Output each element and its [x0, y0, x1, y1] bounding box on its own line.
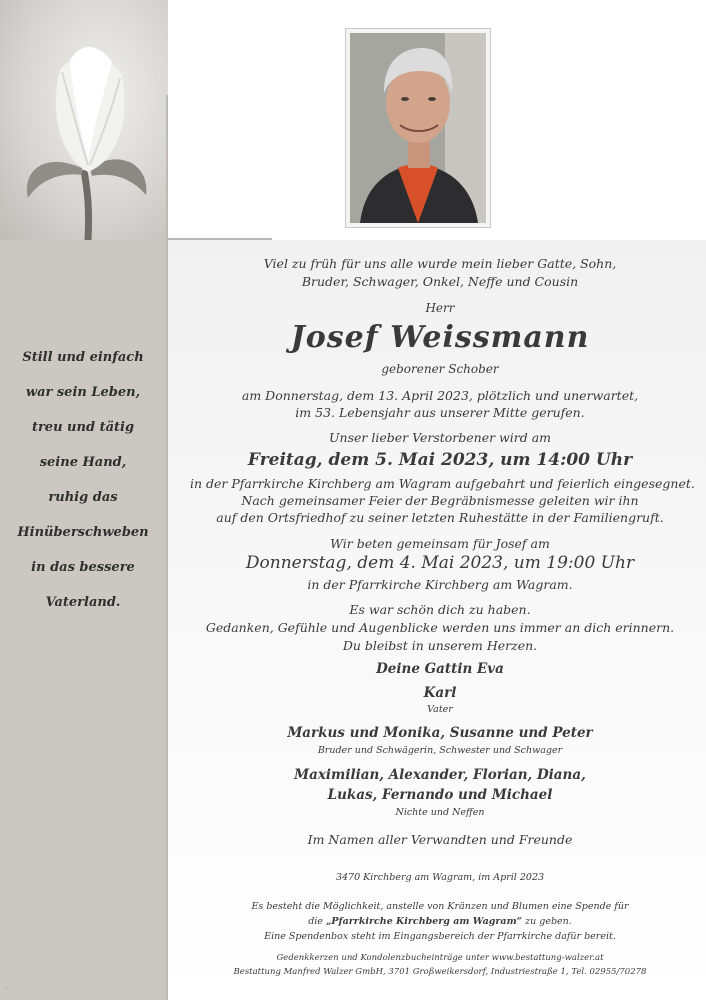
poem-line: Hinüberschweben	[17, 525, 149, 540]
farewell-line: Es war schön dich zu haben.	[349, 602, 531, 617]
poem-line: Vaterland.	[45, 595, 121, 610]
prayer-place: in der Pfarrkirche Kirchberg am Wagram.	[307, 577, 573, 592]
poem-line: seine Hand,	[39, 455, 127, 470]
funeral-intro: Unser lieber Verstorbener wird am	[328, 430, 552, 445]
prayer-date: Donnerstag, dem 4. Mai 2023, um 19:00 Uhr	[245, 553, 635, 573]
poem-line: Still und einfach	[22, 350, 144, 365]
footer-line: Bestattung Manfred Walzer GmbH, 3701 Großweikersdorf, Industriestraße 1, Tel. 02955/70278	[233, 967, 647, 977]
donation-line: Eine Spendenbox steht im Eingangsbereich der Pfarrkirche dafür bereit.	[264, 931, 616, 942]
mourner-siblings: Markus und Monika, Susanne und Peter	[287, 725, 593, 741]
footer-line: Gedenkkerzen und Kondolenzbucheinträge unter www.bestattung-walzer.at	[276, 953, 604, 963]
poem-line: treu und tätig	[31, 420, 135, 435]
poem-line: war sein Leben,	[25, 385, 141, 400]
mourner-nephews: Lukas, Fernando und Michael	[327, 787, 553, 803]
poem-line: ruhig das	[48, 490, 118, 505]
portrait-photo	[350, 33, 486, 223]
donation-line: Es besteht die Möglichkeit, anstelle von Kränzen und Blumen eine Spende für	[251, 901, 629, 912]
sidebar-panel	[0, 240, 166, 1000]
mourner-wife: Deine Gattin Eva	[376, 661, 504, 677]
funeral-date: Freitag, dem 5. Mai 2023, um 14:00 Uhr	[247, 450, 633, 470]
farewell-line: Gedanken, Gefühle und Augenblicke werden uns immer an dich erinnern.	[205, 620, 675, 635]
poem	[0, 340, 166, 620]
place-date: 3470 Kirchberg am Wagram, im April 2023	[335, 872, 545, 883]
portrait-frame	[345, 28, 491, 228]
horizontal-divider	[168, 238, 272, 240]
mourner-role: Nichte und Neffen	[395, 807, 485, 818]
death-line: am Donnerstag, dem 13. April 2023, plötzlich und unerwartet,	[241, 388, 639, 403]
intro-line: Viel zu früh für uns alle wurde mein lieber Gatte, Sohn,	[263, 256, 617, 271]
mourner-father: Karl	[423, 685, 457, 701]
funeral-line: Nach gemeinsamer Feier der Begräbnismesse geleiten wir ihn	[241, 493, 639, 508]
rose-image	[0, 0, 168, 240]
mourner-role: Vater	[427, 704, 453, 715]
death-line: im 53. Lebensjahr aus unserer Mitte gerufen.	[295, 405, 585, 420]
mourners-all: Im Namen aller Verwandten und Freunde	[307, 832, 573, 847]
intro-line: Bruder, Schwager, Onkel, Neffe und Cousin	[301, 274, 579, 289]
mourner-role: Bruder und Schwägerin, Schwester und Schwager	[317, 745, 563, 756]
poem-line: in das bessere	[31, 560, 135, 575]
funeral-line: in der Pfarrkirche Kirchberg am Wagram aufgebahrt und feierlich eingesegnet.	[190, 476, 695, 491]
born-name: geborener Schober	[381, 362, 499, 376]
prayer-intro: Wir beten gemeinsam für Josef am	[330, 536, 550, 551]
vertical-divider	[166, 95, 168, 1000]
deceased-name: Josef Weissmann	[290, 320, 590, 355]
title-herr: Herr	[425, 301, 455, 315]
funeral-line: auf den Ortsfriedhof zu seiner letzten Ruhestätte in der Familiengruft.	[216, 510, 664, 525]
image-credit: ·····	[4, 986, 12, 992]
donation-line: die „Pfarrkirche Kirchberg am Wagram“ zu geben.	[308, 916, 572, 927]
farewell-line: Du bleibst in unserem Herzen.	[342, 638, 538, 653]
mourner-nephews: Maximilian, Alexander, Florian, Diana,	[294, 767, 586, 783]
